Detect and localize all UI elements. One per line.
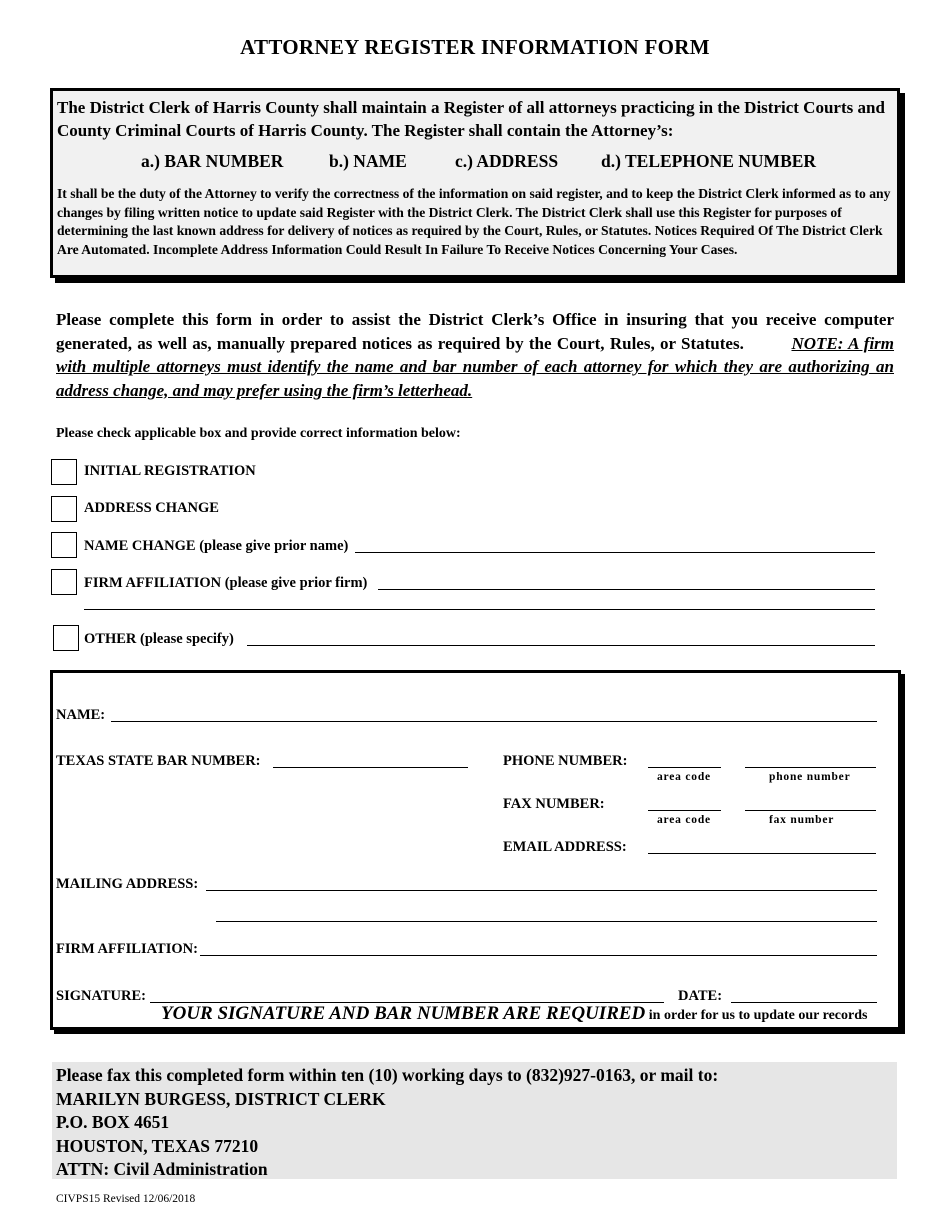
fax-number-caption: fax number [769, 814, 835, 826]
po-box: P.O. BOX 4651 [56, 1112, 170, 1132]
name-change-checkbox[interactable] [51, 532, 77, 558]
firm-affiliation-label: FIRM AFFILIATION (please give prior firm) [84, 575, 368, 591]
fax-number-label: FAX NUMBER: [503, 796, 605, 812]
mailing-address-line[interactable] [206, 890, 877, 891]
name-line[interactable] [111, 721, 877, 722]
address-change-checkbox[interactable] [51, 496, 77, 522]
fax-area-code-line[interactable] [648, 810, 721, 811]
other-specify-line[interactable] [247, 645, 875, 646]
required-note [161, 1003, 867, 1025]
required-note-rest: in order for us to update our records [645, 1008, 868, 1023]
firm-affiliation-checkbox[interactable] [51, 569, 77, 595]
check-instruction: Please check applicable box and provide correct information below: [56, 426, 461, 441]
fax-area-code-caption: area code [657, 814, 711, 826]
other-checkbox[interactable] [53, 625, 79, 651]
fax-instruction: Please fax this completed form within ten (10) working days to (832)927-0163, or mail to: [56, 1065, 719, 1085]
instructions-text: Please complete this form in order to assist the District Clerk’s Office in insuring that you receive computer generated, as well as, manually prepared notices as required by the Court, Rules, or Statutes. [56, 310, 894, 353]
attention-line: ATTN: Civil Administration [56, 1159, 268, 1179]
required-note-emphasis: YOUR SIGNATURE AND BAR NUMBER ARE REQUIRED [161, 1003, 646, 1024]
phone-number-label: PHONE NUMBER: [503, 753, 628, 769]
prior-firm-line[interactable] [378, 589, 875, 590]
form-revision-id: CIVPS15 Revised 12/06/2018 [56, 1193, 196, 1205]
signature-label: SIGNATURE: [56, 988, 146, 1004]
bar-number-line[interactable] [273, 767, 468, 768]
phone-area-code-line[interactable] [648, 767, 721, 768]
prior-firm-line-2[interactable] [84, 609, 875, 610]
clerk-name: MARILYN BURGESS, DISTRICT CLERK [56, 1088, 386, 1109]
mailing-address-label: MAILING ADDRESS: [56, 876, 199, 892]
email-address-line[interactable] [648, 853, 876, 854]
phone-number-line[interactable] [745, 767, 876, 768]
firm-affiliation-line[interactable] [200, 955, 877, 956]
date-label: DATE: [678, 988, 723, 1004]
name-label: NAME: [56, 707, 106, 723]
register-intro-text: The District Clerk of Harris County shall maintain a Register of all attorneys practicing in the District Courts and County Criminal Courts of Harris County. The Register shall contain the Attorney’s: [57, 98, 885, 140]
page-title: ATTORNEY REGISTER INFORMATION FORM [240, 35, 710, 59]
firm-note: NOTE: A firm with multiple attorneys must identify the name and bar number of each attorney for which they are authorizing an address change, and may prefer using the firm’s letterhead. [56, 333, 895, 400]
firm-affiliation-field-label: FIRM AFFILIATION: [56, 941, 198, 957]
phone-area-code-caption: area code [657, 771, 711, 783]
prior-name-line[interactable] [355, 552, 875, 553]
register-item-name: b.) NAME [329, 151, 407, 171]
mailing-instructions-box [52, 1062, 897, 1179]
email-address-label: EMAIL ADDRESS: [503, 839, 627, 855]
other-label: OTHER (please specify) [84, 631, 234, 647]
name-change-label: NAME CHANGE (please give prior name) [84, 538, 349, 554]
register-item-address: c.) ADDRESS [455, 151, 559, 171]
register-info-box [50, 88, 900, 278]
address-change-label: ADDRESS CHANGE [84, 500, 219, 516]
initial-registration-checkbox[interactable] [51, 459, 77, 485]
attorney-info-box [50, 670, 901, 1030]
register-item-bar-number: a.) BAR NUMBER [141, 151, 284, 171]
mailing-address-line-2[interactable] [216, 921, 877, 922]
attorney-duty-text: It shall be the duty of the Attorney to verify the correctness of the information on said register, and to keep the District Clerk informed as to any changes by filing written notice to update said Register with the District Clerk. The District Clerk shall use this Register for purposes of determining the last known address for delivery of notices as required by the Court, Rules, or Statutes. Notices Required Of The District Clerk Are Automated. Incomplete Address Information Could Result In Failure To Receive Notices Concerning Your Cases. [57, 186, 891, 257]
fax-number-line[interactable] [745, 810, 876, 811]
instructions-paragraph [56, 308, 894, 402]
phone-number-caption: phone number [769, 771, 851, 783]
initial-registration-label: INITIAL REGISTRATION [84, 463, 256, 479]
bar-number-label: TEXAS STATE BAR NUMBER: [56, 753, 261, 769]
register-item-telephone: d.) TELEPHONE NUMBER [601, 151, 817, 171]
city-state-zip: HOUSTON, TEXAS 77210 [56, 1135, 259, 1156]
